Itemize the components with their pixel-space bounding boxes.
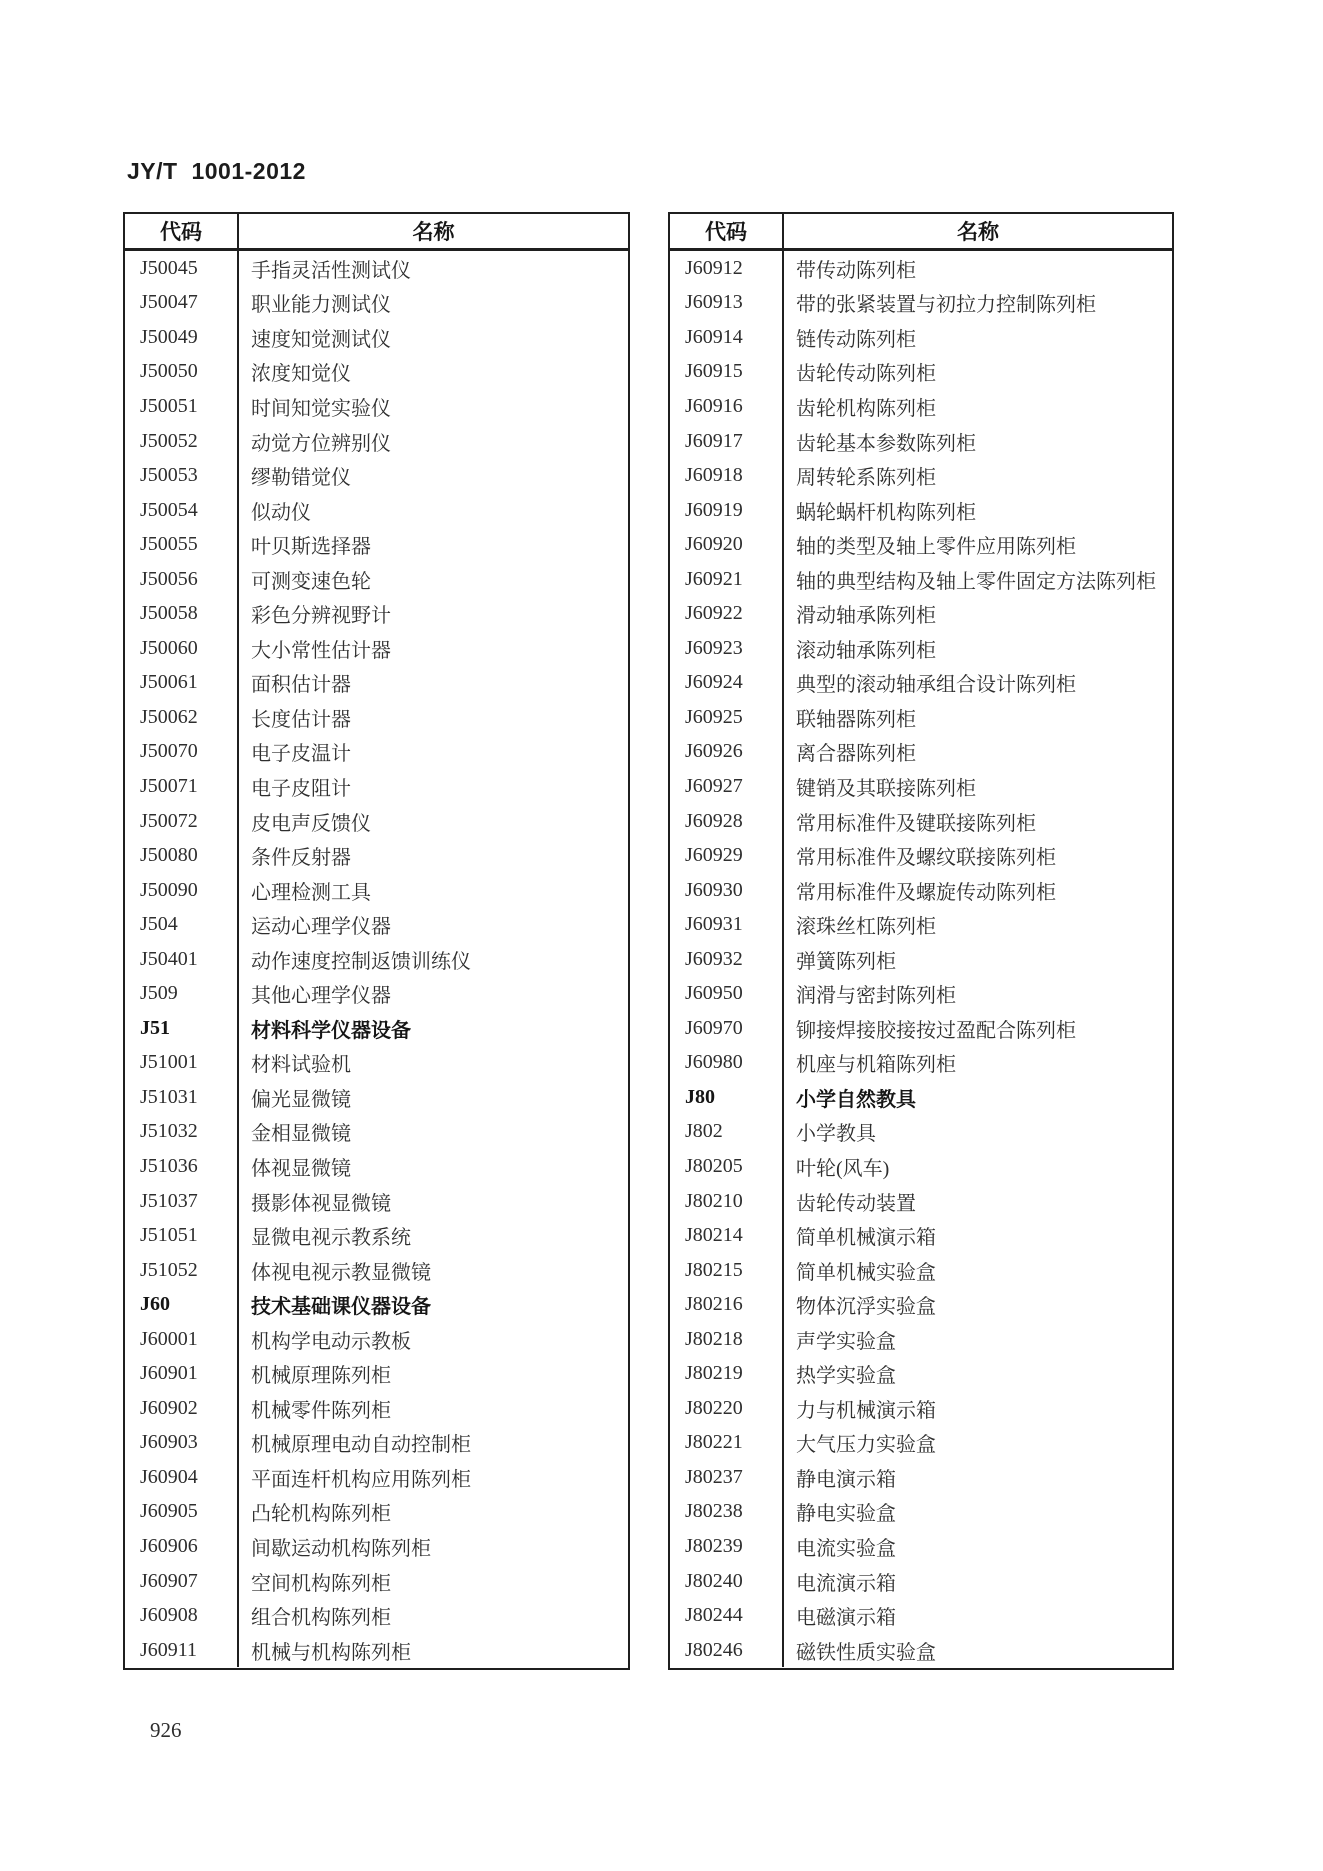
name-cell: 周转轮系陈列柜 bbox=[796, 467, 936, 490]
code-cell: J80215 bbox=[670, 1253, 784, 1288]
name-cell: 常用标准件及键联接陈列柜 bbox=[796, 812, 1036, 835]
code-cell: J60001 bbox=[125, 1322, 239, 1357]
table-row bbox=[670, 1046, 1172, 1081]
table-row bbox=[670, 424, 1172, 459]
code-cell: J80216 bbox=[670, 1287, 784, 1322]
name-cell: 可测变速色轮 bbox=[251, 570, 371, 593]
table-row bbox=[670, 355, 1172, 390]
table-row bbox=[670, 1529, 1172, 1564]
name-cell: 机座与机箱陈列柜 bbox=[796, 1054, 956, 1077]
code-cell: J80239 bbox=[670, 1529, 784, 1564]
table-row bbox=[670, 527, 1172, 562]
name-cell: 电子皮阻计 bbox=[251, 777, 351, 800]
name-cell: 心理检测工具 bbox=[251, 881, 371, 904]
table-row bbox=[670, 1495, 1172, 1530]
table-row bbox=[125, 1046, 628, 1081]
name-cell: 热学实验盒 bbox=[796, 1365, 896, 1388]
left-table-header-row bbox=[125, 214, 628, 251]
code-cell: J60914 bbox=[670, 320, 784, 355]
table-row bbox=[670, 631, 1172, 666]
table-row bbox=[125, 873, 628, 908]
name-cell: 组合机构陈列柜 bbox=[251, 1607, 391, 1630]
code-cell: J80218 bbox=[670, 1322, 784, 1357]
table-row bbox=[670, 804, 1172, 839]
table-row bbox=[125, 1287, 628, 1322]
table-row bbox=[125, 1115, 628, 1150]
name-cell: 轴的类型及轴上零件应用陈列柜 bbox=[796, 536, 1076, 559]
table-row bbox=[125, 631, 628, 666]
table-row bbox=[125, 1149, 628, 1184]
code-cell: J60918 bbox=[670, 458, 784, 493]
name-cell: 体视电视示教显微镜 bbox=[251, 1261, 431, 1284]
code-cell: J50045 bbox=[125, 251, 239, 286]
name-cell: 滚动轴承陈列柜 bbox=[796, 639, 936, 662]
table-row bbox=[670, 735, 1172, 770]
name-cell: 皮电声反馈仪 bbox=[251, 812, 371, 835]
name-cell: 空间机构陈列柜 bbox=[251, 1572, 391, 1595]
code-cell: J60905 bbox=[125, 1495, 239, 1530]
code-cell: J80205 bbox=[670, 1149, 784, 1184]
code-cell: J50054 bbox=[125, 493, 239, 528]
name-cell: 小学自然教具 bbox=[796, 1088, 916, 1111]
code-cell: J51031 bbox=[125, 1080, 239, 1115]
name-cell: 偏光显微镜 bbox=[251, 1088, 351, 1111]
table-row bbox=[125, 320, 628, 355]
table-row bbox=[125, 1529, 628, 1564]
table-row bbox=[125, 1598, 628, 1633]
code-cell: J80214 bbox=[670, 1218, 784, 1253]
name-cell: 静电演示箱 bbox=[796, 1468, 896, 1491]
code-cell: J50050 bbox=[125, 355, 239, 390]
table-row bbox=[670, 251, 1172, 286]
left-code-table bbox=[123, 212, 630, 1670]
name-cell: 电子皮温计 bbox=[251, 743, 351, 766]
code-cell: J51001 bbox=[125, 1046, 239, 1081]
code-cell: J60931 bbox=[670, 907, 784, 942]
table-row bbox=[670, 666, 1172, 701]
table-row bbox=[670, 1426, 1172, 1461]
code-cell: J60908 bbox=[125, 1598, 239, 1633]
table-row bbox=[125, 804, 628, 839]
code-cell: J60922 bbox=[670, 596, 784, 631]
table-row bbox=[670, 1149, 1172, 1184]
table-row bbox=[670, 320, 1172, 355]
code-cell: J50401 bbox=[125, 942, 239, 977]
table-row bbox=[670, 769, 1172, 804]
code-cell: J51052 bbox=[125, 1253, 239, 1288]
name-cell: 齿轮传动装置 bbox=[796, 1192, 916, 1215]
table-row bbox=[125, 355, 628, 390]
table-row bbox=[125, 1460, 628, 1495]
table-row bbox=[670, 1184, 1172, 1219]
column-header-name: 名称 bbox=[412, 221, 455, 244]
name-cell: 机械原理陈列柜 bbox=[251, 1365, 391, 1388]
code-cell: J50049 bbox=[125, 320, 239, 355]
code-cell: J60980 bbox=[670, 1046, 784, 1081]
name-cell: 浓度知觉仪 bbox=[251, 363, 351, 386]
table-row bbox=[670, 838, 1172, 873]
name-cell: 体视显微镜 bbox=[251, 1157, 351, 1180]
table-row bbox=[125, 493, 628, 528]
table-row bbox=[670, 1460, 1172, 1495]
table-row bbox=[670, 1633, 1172, 1668]
code-cell: J80246 bbox=[670, 1633, 784, 1668]
code-cell: J51036 bbox=[125, 1149, 239, 1184]
code-cell: J50053 bbox=[125, 458, 239, 493]
table-row bbox=[125, 1391, 628, 1426]
name-cell: 带传动陈列柜 bbox=[796, 259, 916, 282]
name-cell: 职业能力测试仪 bbox=[251, 294, 391, 317]
name-cell: 物体沉浮实验盒 bbox=[796, 1296, 936, 1319]
code-cell: J60904 bbox=[125, 1460, 239, 1495]
code-cell: J509 bbox=[125, 976, 239, 1011]
code-cell: J50058 bbox=[125, 596, 239, 631]
code-cell: J802 bbox=[670, 1115, 784, 1150]
table-row bbox=[670, 596, 1172, 631]
table-row bbox=[125, 1322, 628, 1357]
code-cell: J80237 bbox=[670, 1460, 784, 1495]
name-cell: 金相显微镜 bbox=[251, 1123, 351, 1146]
column-header-code: 代码 bbox=[670, 214, 784, 248]
table-row bbox=[125, 527, 628, 562]
name-cell: 磁铁性质实验盒 bbox=[796, 1641, 936, 1664]
table-row bbox=[125, 769, 628, 804]
code-cell: J50052 bbox=[125, 424, 239, 459]
name-cell: 电磁演示箱 bbox=[796, 1607, 896, 1630]
code-cell: J80240 bbox=[670, 1564, 784, 1599]
name-cell: 离合器陈列柜 bbox=[796, 743, 916, 766]
name-cell: 常用标准件及螺纹联接陈列柜 bbox=[796, 847, 1056, 870]
name-cell: 键销及其联接陈列柜 bbox=[796, 777, 976, 800]
code-cell: J60902 bbox=[125, 1391, 239, 1426]
code-cell: J60911 bbox=[125, 1633, 239, 1668]
code-cell: J80221 bbox=[670, 1426, 784, 1461]
table-row bbox=[125, 1218, 628, 1253]
name-cell: 叶贝斯选择器 bbox=[251, 536, 371, 559]
name-cell: 材料科学仪器设备 bbox=[251, 1019, 411, 1042]
name-cell: 叶轮(风车) bbox=[796, 1157, 890, 1180]
table-row bbox=[670, 562, 1172, 597]
code-cell: J80220 bbox=[670, 1391, 784, 1426]
table-row bbox=[125, 286, 628, 321]
name-cell: 常用标准件及螺旋传动陈列柜 bbox=[796, 881, 1056, 904]
table-row bbox=[670, 1218, 1172, 1253]
table-row bbox=[125, 735, 628, 770]
name-cell: 小学教具 bbox=[796, 1123, 876, 1146]
right-table-header-row bbox=[670, 214, 1172, 251]
table-row bbox=[670, 1253, 1172, 1288]
table-row bbox=[670, 1115, 1172, 1150]
name-cell: 面积估计器 bbox=[251, 674, 351, 697]
name-cell: 运动心理学仪器 bbox=[251, 916, 391, 939]
table-row bbox=[670, 1080, 1172, 1115]
table-row bbox=[670, 976, 1172, 1011]
code-cell: J51 bbox=[125, 1011, 239, 1046]
name-cell: 间歇运动机构陈列柜 bbox=[251, 1538, 431, 1560]
right-code-table bbox=[668, 212, 1174, 1670]
code-cell: J60927 bbox=[670, 769, 784, 804]
code-cell: J50055 bbox=[125, 527, 239, 562]
code-cell: J60932 bbox=[670, 942, 784, 977]
name-cell: 机械零件陈列柜 bbox=[251, 1399, 391, 1422]
name-cell: 齿轮基本参数陈列柜 bbox=[796, 432, 976, 455]
table-row bbox=[670, 458, 1172, 493]
code-cell: J50071 bbox=[125, 769, 239, 804]
name-cell: 机械与机构陈列柜 bbox=[251, 1641, 411, 1664]
table-row bbox=[125, 907, 628, 942]
table-row bbox=[670, 493, 1172, 528]
name-cell: 静电实验盒 bbox=[796, 1503, 896, 1526]
code-cell: J60915 bbox=[670, 355, 784, 390]
table-row bbox=[125, 251, 628, 286]
code-cell: J60 bbox=[125, 1287, 239, 1322]
name-cell: 蜗轮蜗杆机构陈列柜 bbox=[796, 501, 976, 524]
table-row bbox=[125, 1426, 628, 1461]
name-cell: 声学实验盒 bbox=[796, 1330, 896, 1353]
table-row bbox=[670, 389, 1172, 424]
code-cell: J50060 bbox=[125, 631, 239, 666]
name-cell: 铆接焊接胶接按过盈配合陈列柜 bbox=[796, 1019, 1076, 1042]
name-cell: 带的张紧装置与初拉力控制陈列柜 bbox=[796, 294, 1096, 317]
name-cell: 联轴器陈列柜 bbox=[796, 708, 916, 731]
name-cell: 缪勒错觉仪 bbox=[251, 467, 351, 490]
table-row bbox=[670, 1391, 1172, 1426]
right-table-body bbox=[670, 251, 1172, 1667]
name-cell: 长度估计器 bbox=[251, 708, 351, 731]
code-cell: J60903 bbox=[125, 1426, 239, 1461]
code-cell: J50051 bbox=[125, 389, 239, 424]
table-row bbox=[125, 1495, 628, 1530]
code-cell: J50090 bbox=[125, 873, 239, 908]
code-cell: J60913 bbox=[670, 286, 784, 321]
name-cell: 机构学电动示教板 bbox=[251, 1330, 411, 1353]
table-row bbox=[125, 700, 628, 735]
table-row bbox=[125, 1184, 628, 1219]
table-row bbox=[670, 1011, 1172, 1046]
name-cell: 典型的滚动轴承组合设计陈列柜 bbox=[796, 674, 1076, 697]
code-cell: J80244 bbox=[670, 1598, 784, 1633]
table-row bbox=[125, 1011, 628, 1046]
name-cell: 其他心理学仪器 bbox=[251, 985, 391, 1008]
name-cell: 电流演示箱 bbox=[796, 1572, 896, 1595]
code-cell: J50047 bbox=[125, 286, 239, 321]
name-cell: 齿轮传动陈列柜 bbox=[796, 363, 936, 386]
code-cell: J50056 bbox=[125, 562, 239, 597]
table-row bbox=[125, 666, 628, 701]
name-cell: 动觉方位辨别仪 bbox=[251, 432, 391, 455]
code-cell: J80 bbox=[670, 1080, 784, 1115]
name-cell: 简单机械演示箱 bbox=[796, 1227, 936, 1250]
code-cell: J60912 bbox=[670, 251, 784, 286]
code-cell: J60907 bbox=[125, 1564, 239, 1599]
table-row bbox=[670, 1598, 1172, 1633]
name-cell: 手指灵活性测试仪 bbox=[251, 259, 411, 282]
column-header-name: 名称 bbox=[957, 221, 999, 244]
code-cell: J50080 bbox=[125, 838, 239, 873]
code-cell: J51037 bbox=[125, 1184, 239, 1219]
code-cell: J60926 bbox=[670, 735, 784, 770]
name-cell: 润滑与密封陈列柜 bbox=[796, 985, 956, 1008]
code-cell: J80238 bbox=[670, 1495, 784, 1530]
name-cell: 弹簧陈列柜 bbox=[796, 950, 896, 973]
table-row bbox=[125, 838, 628, 873]
code-cell: J51032 bbox=[125, 1115, 239, 1150]
table-row bbox=[125, 976, 628, 1011]
code-cell: J60919 bbox=[670, 493, 784, 528]
code-cell: J60950 bbox=[670, 976, 784, 1011]
name-cell: 滑动轴承陈列柜 bbox=[796, 605, 936, 628]
code-cell: J60930 bbox=[670, 873, 784, 908]
table-row bbox=[670, 286, 1172, 321]
name-cell: 链传动陈列柜 bbox=[796, 328, 916, 351]
code-cell: J51051 bbox=[125, 1218, 239, 1253]
code-cell: J50070 bbox=[125, 735, 239, 770]
table-row bbox=[125, 424, 628, 459]
name-cell: 材料试验机 bbox=[251, 1054, 351, 1077]
table-row bbox=[670, 1322, 1172, 1357]
code-cell: J60929 bbox=[670, 838, 784, 873]
table-row bbox=[670, 873, 1172, 908]
name-cell: 轴的典型结构及轴上零件固定方法陈列柜 bbox=[796, 570, 1156, 593]
code-cell: J60923 bbox=[670, 631, 784, 666]
name-cell: 电流实验盒 bbox=[796, 1538, 896, 1560]
code-cell: J80219 bbox=[670, 1357, 784, 1392]
table-row bbox=[670, 1357, 1172, 1392]
name-cell: 似动仪 bbox=[251, 501, 311, 524]
table-row bbox=[125, 458, 628, 493]
name-cell: 力与机械演示箱 bbox=[796, 1399, 936, 1422]
name-cell: 时间知觉实验仪 bbox=[251, 397, 391, 420]
name-cell: 机械原理电动自动控制柜 bbox=[251, 1434, 471, 1457]
code-cell: J60920 bbox=[670, 527, 784, 562]
code-cell: J60921 bbox=[670, 562, 784, 597]
code-cell: J60906 bbox=[125, 1529, 239, 1564]
name-cell: 大气压力实验盒 bbox=[796, 1434, 936, 1457]
page-number: 926 bbox=[150, 1718, 182, 1742]
name-cell: 技术基础课仪器设备 bbox=[251, 1296, 431, 1319]
name-cell: 动作速度控制返馈训练仪 bbox=[251, 950, 471, 973]
code-cell: J60924 bbox=[670, 666, 784, 701]
table-row bbox=[125, 1080, 628, 1115]
name-cell: 平面连杆机构应用陈列柜 bbox=[251, 1468, 471, 1491]
table-row bbox=[125, 1633, 628, 1668]
code-cell: J50062 bbox=[125, 700, 239, 735]
code-cell: J80210 bbox=[670, 1184, 784, 1219]
code-cell: J504 bbox=[125, 907, 239, 942]
code-cell: J60925 bbox=[670, 700, 784, 735]
table-row bbox=[125, 596, 628, 631]
left-table-body bbox=[125, 251, 628, 1667]
table-row bbox=[670, 700, 1172, 735]
table-row bbox=[670, 1564, 1172, 1599]
name-cell: 齿轮机构陈列柜 bbox=[796, 397, 936, 420]
table-row bbox=[670, 1287, 1172, 1322]
table-row bbox=[125, 1253, 628, 1288]
table-row bbox=[125, 942, 628, 977]
name-cell: 彩色分辨视野计 bbox=[251, 605, 391, 628]
name-cell: 简单机械实验盒 bbox=[796, 1261, 936, 1284]
name-cell: 显微电视示教系统 bbox=[251, 1227, 411, 1250]
name-cell: 大小常性估计器 bbox=[251, 639, 391, 662]
code-cell: J60917 bbox=[670, 424, 784, 459]
name-cell: 速度知觉测试仪 bbox=[251, 328, 391, 351]
code-cell: J60916 bbox=[670, 389, 784, 424]
table-row bbox=[670, 942, 1172, 977]
code-cell: J50072 bbox=[125, 804, 239, 839]
column-header-code: 代码 bbox=[125, 214, 239, 248]
table-row bbox=[125, 389, 628, 424]
name-cell: 条件反射器 bbox=[251, 847, 351, 870]
name-cell: 凸轮机构陈列柜 bbox=[251, 1503, 391, 1526]
code-cell: J60928 bbox=[670, 804, 784, 839]
name-cell: 摄影体视显微镜 bbox=[251, 1192, 391, 1215]
table-row bbox=[125, 1564, 628, 1599]
document-code-heading: JY/T 1001-2012 bbox=[127, 158, 306, 184]
code-cell: J50061 bbox=[125, 666, 239, 701]
table-row bbox=[125, 1357, 628, 1392]
table-row bbox=[125, 562, 628, 597]
code-cell: J60970 bbox=[670, 1011, 784, 1046]
table-row bbox=[670, 907, 1172, 942]
code-cell: J60901 bbox=[125, 1357, 239, 1392]
name-cell: 滚珠丝杠陈列柜 bbox=[796, 916, 936, 939]
